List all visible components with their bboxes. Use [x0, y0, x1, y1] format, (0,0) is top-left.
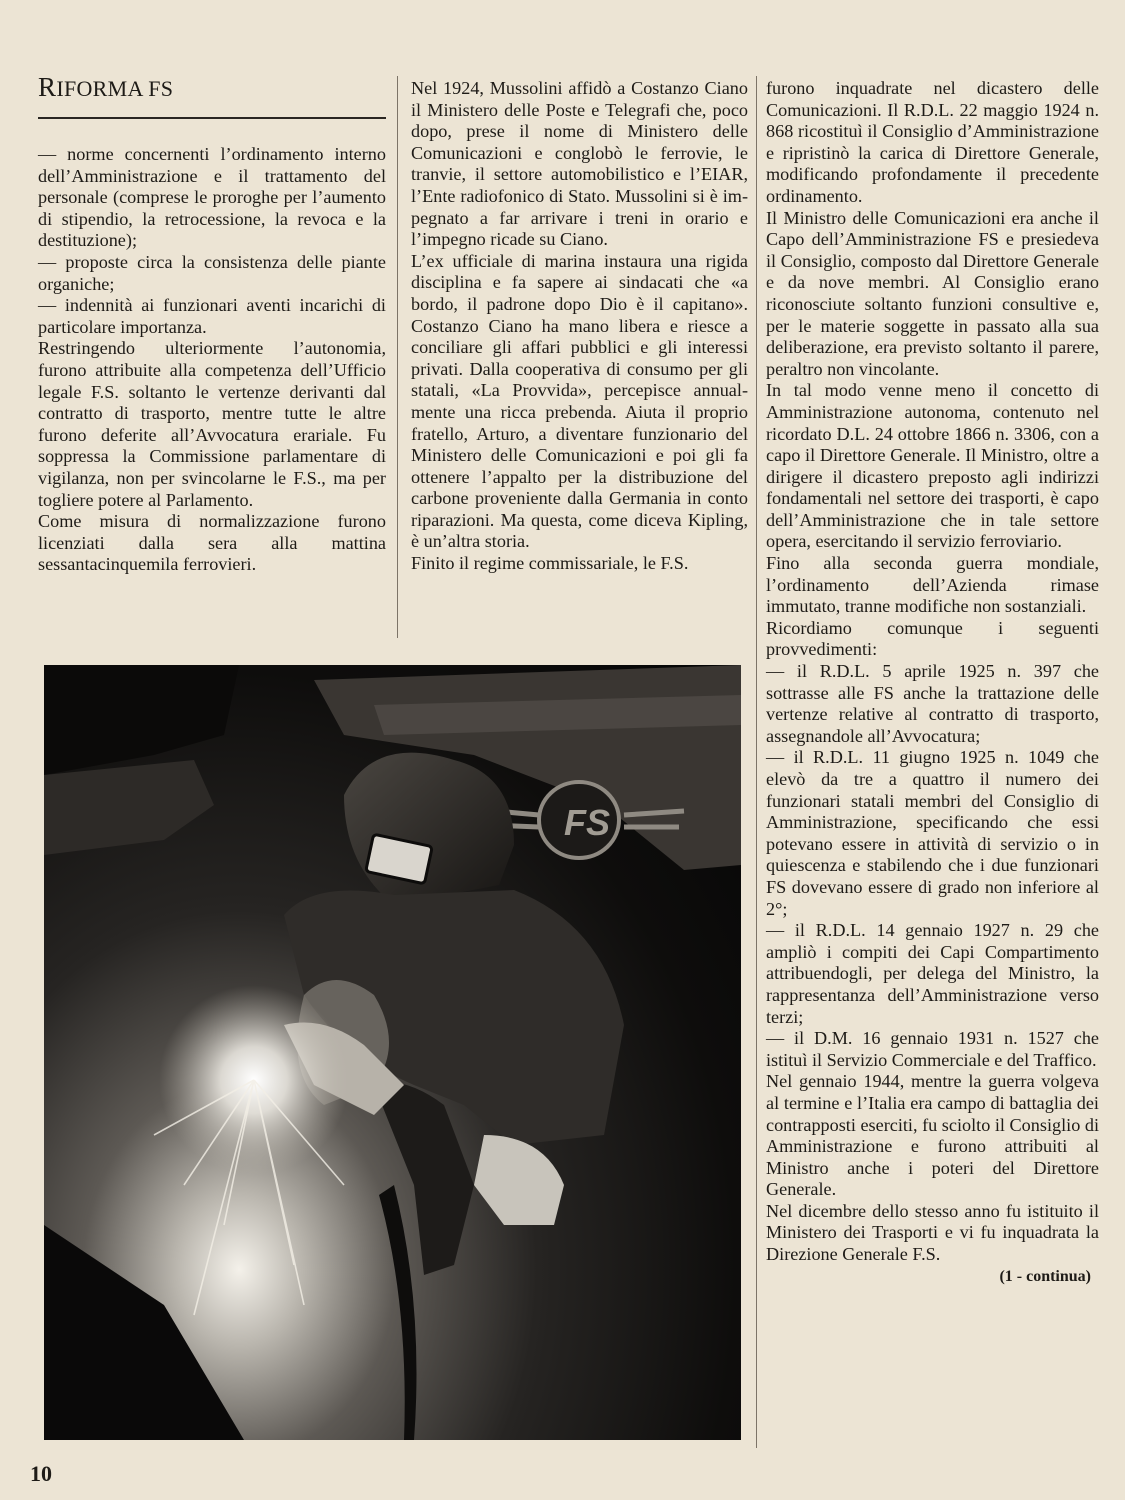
page-number: 10: [30, 1461, 52, 1486]
paragraph: Nel dicembre dello stesso anno fu istituito il Ministero dei Trasporti e vi fu inquadrata la Direzione Generale F.S. (1 - continua): [766, 1201, 1099, 1266]
continua-label: (1 - continua): [999, 1267, 1091, 1285]
paragraph: — proposte circa la consistenza delle piante organiche;: [38, 251, 386, 294]
paragraph: In tal modo venne meno il concetto di Amministrazione autonoma, contenuto nel ricordato D.L. 24 ottobre 1866 n. 3306, con a capo il Direttore Generale. Il Ministro, oltre a dirigere il dicastero preposto agli indirizzi fondamentali nel settore dei trasporti, è capo dell’Amministrazione che in tale settore opera, esercitando il servizio ferroviario.: [766, 380, 1099, 552]
paragraph: Ricordiamo comunque i seguenti provvedimenti:: [766, 617, 1099, 660]
article-column-2: [411, 78, 748, 575]
title-rule: [38, 117, 386, 119]
paragraph: furono inquadrate nel dicastero delle Comunicazioni. Il R.D.L. 22 maggio 1924 n. 868 ricostituì il Consiglio d’Amministrazione e ripristinò la carica di Direttore Generale, modificando profondamente il precedente ordinamento.: [766, 78, 1099, 206]
section-title: RIFORMA FS: [38, 72, 174, 102]
welder-photo: [44, 665, 741, 1440]
paragraph: — il R.D.L. 14 gennaio 1927 n. 29 che ampliò i compiti dei Capi Compartimento attribuendogli, per delega del Ministro, la rappresentanza dell’Amministrazione verso terzi;: [766, 920, 1099, 1027]
paragraph: — il D.M. 16 gennaio 1931 n. 1527 che istituì il Servizio Commerciale e del Traffico.: [766, 1028, 1099, 1070]
column-divider: [397, 76, 398, 638]
paragraph: L’ex ufficiale di marina instaura una rigida disciplina e fa sapere ai sindacati che «a bordo, il padrone dopo Dio è il capitano». Costanzo Ciano ha mano libera e riesce a conciliare gli affari pubblici e gli interessi privati. Dalla cooperativa di consumo per gli statali, «La Provvida», percepisce annualmente una ricca prebenda. Aiuta il proprio fratello, Arturo, a diventare funzionario del Ministero delle Comunicazioni e poi gli fa ottenere l’appalto per la distribuzione del carbone proveniente dalla Germania in conto riparazioni. Ma questa, come diceva Kipling, è un’altra storia.: [411, 250, 748, 552]
paragraph: — norme concernenti l’ordinamento interno dell’Amministrazione e il trattamento del personale (comprese le proroghe per l’aumento di stipendio, la retrocessione, la revoca e la destituzione);: [38, 144, 386, 251]
paragraph: Nel gennaio 1944, mentre la guerra volgeva al termine e l’Italia era campo di battaglia dei contrapposti eserciti, fu sciolto il Consiglio di Amministrazione e furono attribuiti al Ministro anche i poteri del Direttore Generale.: [766, 1071, 1099, 1200]
paragraph: Come misura di normalizzazione furono licenziati dalla sera alla mattina sessantacinquemila ferrovieri.: [38, 511, 386, 575]
paragraph: Il Ministro delle Comunicazioni era anche il Capo dell’Amministrazione FS e presiedeva il Consiglio, composto dal Direttore Generale e da nove membri. Al Consiglio erano riconosciute soltanto funzioni consultive e, per le materie soggette in passato alla sua deliberazione, era previsto soltanto il parere, peraltro non vincolante.: [766, 207, 1099, 379]
paragraph: Finito il regime commissariale, le F.S.: [411, 553, 689, 574]
paragraph: — indennità ai funzionari aventi incarichi di particolare importanza.: [38, 295, 386, 337]
paragraph: Fino alla seconda guerra mondiale, l’ordinamento dell’Azienda rimase immutato, tranne modifiche non sostanziali.: [766, 553, 1099, 617]
svg-text:FS: FS: [564, 802, 611, 843]
paragraph: — il R.D.L. 11 giugno 1925 n. 1049 che elevò da tre a quattro il numero dei funzionari statali membri del Consiglio di Amministrazione, specificando che essi potevano essere in attività di servizio o in quiescenza e stabilendo che i due funzionari FS dovevano essere di grado non inferiore al 2°;: [766, 747, 1099, 919]
paragraph: Restringendo ulteriormente l’autonomia, furono attribuite alla competenza dell’Ufficio legale F.S. soltanto le vertenze derivanti dal contratto di trasporto, mentre tutte le altre furono deferite all’Avvocatura erariale. Fu soppressa la Commissione parlamentare di vigilanza, non per svincolarne le F.S., ma per togliere potere al Parlamento.: [38, 338, 386, 510]
column-divider: [756, 76, 757, 1448]
welder-illustration: [44, 665, 741, 1440]
article-column-1: [38, 144, 386, 576]
article-column-3: [766, 78, 1099, 1287]
paragraph: Nel 1924, Mussolini affidò a Costanzo Ciano il Ministero delle Poste e Telegrafi che, poco dopo, prese il nome di Ministero delle Comunicazioni e conglobò le ferrovie, le tranvie, il settore automobilistico e l’EIAR, l’Ente radiofonico di Stato. Mussolini si è impegnato a far arrivare i treni in orario e l’impegno ricade su Ciano.: [411, 78, 748, 250]
paragraph: — il R.D.L. 5 aprile 1925 n. 397 che sottrasse alle FS anche la trattazione delle vertenze relative al contratto di trasporto, assegnandole all’Avvocatura;: [766, 661, 1099, 746]
